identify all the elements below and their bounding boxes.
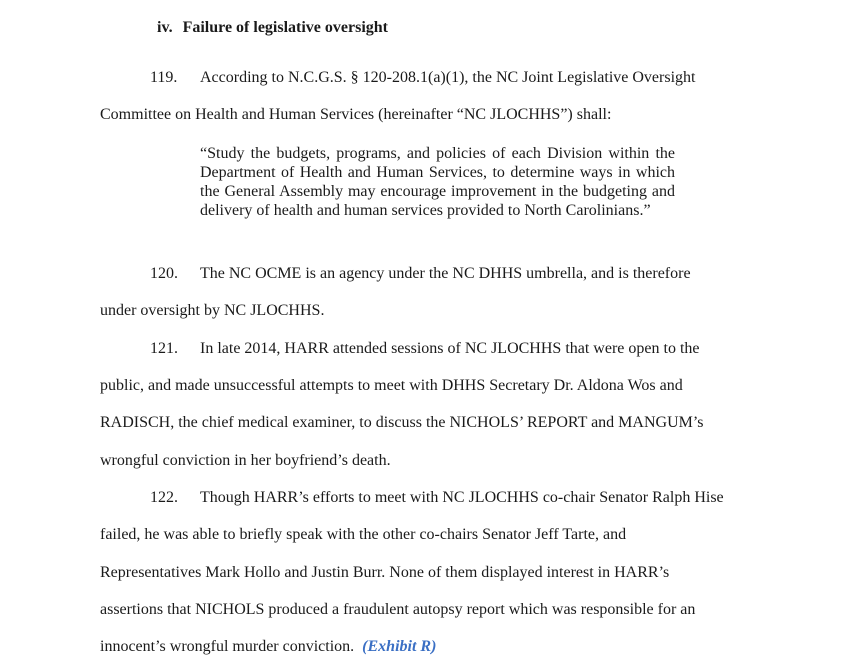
- paragraph-line: under oversight by NC JLOCHHS.: [100, 302, 325, 319]
- paragraph-line: Though HARR’s efforts to meet with NC JLOCHHS co-chair Senator Ralph Hise: [200, 489, 724, 506]
- exhibit-r-link[interactable]: (Exhibit R): [362, 638, 437, 655]
- paragraph-line: In late 2014, HARR attended sessions of NC JLOCHHS that were open to the: [200, 340, 700, 357]
- paragraph-line: According to N.C.G.S. § 120-208.1(a)(1), the NC Joint Legislative Oversight: [200, 69, 696, 86]
- section-title: Failure of legislative oversight: [182, 19, 389, 36]
- paragraph-line: RADISCH, the chief medical examiner, to discuss the NICHOLS’ REPORT and MANGUM’s: [100, 414, 704, 431]
- paragraph-number: 122.: [150, 489, 178, 506]
- paragraph-number: 119.: [150, 69, 178, 86]
- section-heading: [157, 18, 388, 38]
- paragraph-line: wrongful conviction in her boyfriend’s death.: [100, 452, 391, 469]
- paragraph-line: The NC OCME is an agency under the NC DHHS umbrella, and is therefore: [200, 265, 691, 282]
- paragraph-line: Representatives Mark Hollo and Justin Burr. None of them displayed interest in HARR’s: [100, 564, 670, 581]
- paragraph-line: Committee on Health and Human Services (hereinafter “NC JLOCHHS”) shall:: [100, 106, 612, 123]
- block-quote: “Study the budgets, programs, and policies of each Division within the Department of Health and Human Services, to determine ways in which the General Assembly may encourage improvement in the budgeting and delivery of health and human services provided to North Carolinians.”: [200, 145, 675, 219]
- paragraph-number: 121.: [150, 340, 178, 357]
- paragraph-line-text: innocent’s wrongful murder conviction.: [100, 638, 355, 655]
- paragraph-last-line: [100, 637, 436, 657]
- section-number: iv.: [157, 19, 173, 36]
- paragraph-line: public, and made unsuccessful attempts to meet with DHHS Secretary Dr. Aldona Wos and: [100, 377, 683, 394]
- paragraph-number: 120.: [150, 265, 178, 282]
- paragraph-line: failed, he was able to briefly speak with the other co-chairs Senator Jeff Tarte, and: [100, 526, 627, 543]
- paragraph-line: assertions that NICHOLS produced a fraudulent autopsy report which was responsible for an: [100, 601, 696, 618]
